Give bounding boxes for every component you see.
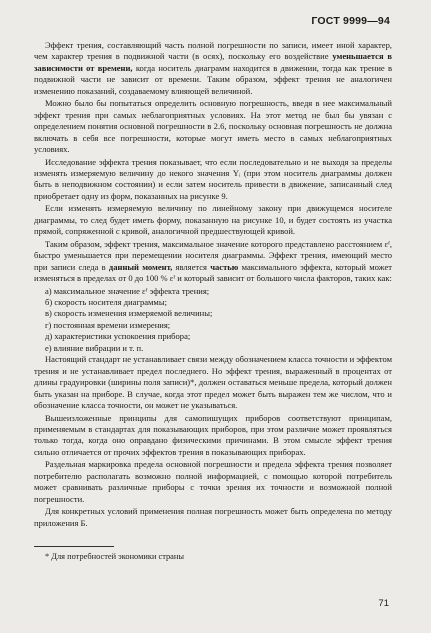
paragraph-8: Раздельная маркировка предела основной погрешности и предела эффекта трения позволяет потребителю располагать возможно полной информацией, с помощью которой потребитель может сравнивать различные приборы с точки зрения их точности и возможной полной погрешности.	[34, 459, 392, 504]
paragraph-2: Можно было бы попытаться определить основную погрешность, введя в нее максимальный эффект трения при самых неблагоприятных условиях. На этот метод не был бы увязан с определением понятия основной погрешности в 2.6, поскольку основная погрешность не должна включать в себя все погрешности, которые могут иметь место в самых неблагоприятных условиях.	[34, 98, 392, 155]
paragraph-4: Если изменять измеряемую величину по линейному закону при движущемся носителе диаграммы, то след будет иметь форму, показанную на рисунке 10, и будет состоять из участка прямой, сопряженной с кривой, аналогичной предшествующей кривой.	[34, 203, 392, 237]
paragraph-5: Таким образом, эффект трения, максимальное значение которого представлено расстоянием εᶠ, быстро уменьшается при перемещении носителя диаграммы. Эффект трения, имеющий место при записи следа в данный момент, является частью максимального эффекта, который может изменяться в пределах от 0 до 100 % εᶠ и который зависит от большого числа факторов, таких как:	[34, 238, 392, 284]
paragraph-3: Исследование эффекта трения показывает, что если последовательно и не выходя за пределы изменять измеряемую величину до некого значения Yᵢ (при этом носитель диаграммы должен быть в неподвижном состоянии) и если затем носитель привести в движение, записанный след приобретает одну из форм, показанных на рисунке 9.	[34, 156, 392, 201]
bold-phrase: уменьшается в зависимости от времени,	[34, 51, 393, 73]
footnote-text: * Для потребностей экономики страны	[45, 552, 185, 561]
footnote-rule	[34, 546, 114, 547]
list-item: е) влияние вибрации и т. п.	[45, 342, 144, 353]
page-number: 71	[378, 598, 389, 609]
bold-phrase: данный момент,	[108, 261, 173, 272]
list-item: д) характеристики успокоения прибора;	[45, 331, 191, 342]
document-body	[34, 40, 392, 530]
paragraph-1: Эффект трения, составляющий часть полной погрешности по записи, имеет иной характер, чем характер трения в подвижной части (в осях), поскольку его воздействие уменьшается в зависимости от времени, когда носитель диаграмм находится в движении, тогда как трение в подвижной части не зависит от времени. Таким образом, эффект трения не аналогичен изменению показаний, создаваемому влияющей величиной.	[34, 40, 393, 96]
list-item: б) скорость носителя диаграммы;	[45, 296, 167, 307]
list-item: а) максимальное значение εᶠ эффекта трения;	[45, 285, 210, 296]
footnote	[34, 546, 392, 562]
paragraph-9: Для конкретных условий применения полная погрешность может быть определена по методу приложения Б.	[34, 506, 392, 528]
paragraph-6: Настоящий стандарт не устанавливает связи между обозначением класса точности и эффектом трения и не устанавливает предел последнего. Но эффект трения, выраженный в процентах от длины градуировки (ширины поля записи)*, должен оставаться меньше предела, который должен быть указан на приборе. В случае, когда этот предел может быть выражен тем же числом, что и обозначение класса точности, он может не указываться.	[34, 354, 392, 411]
paragraph-7: Вышеизложенные принципы для самопишущих приборов соответствуют принципам, применяемым в стандартах для показывающих приборов, при этом различие может проявляться только тогда, когда оно оправдано физическими причинами. В этом смысле эффект трения сильно отличается от прочих эффектов трения в показывающих приборах.	[34, 412, 392, 457]
list-item: г) постоянная времени измерения;	[45, 319, 171, 330]
list-item: в) скорость изменения измеряемой величины;	[45, 308, 213, 319]
bold-phrase: частью	[210, 261, 239, 272]
document-header: ГОСТ 9999—94	[311, 15, 390, 27]
factor-list	[34, 286, 392, 355]
